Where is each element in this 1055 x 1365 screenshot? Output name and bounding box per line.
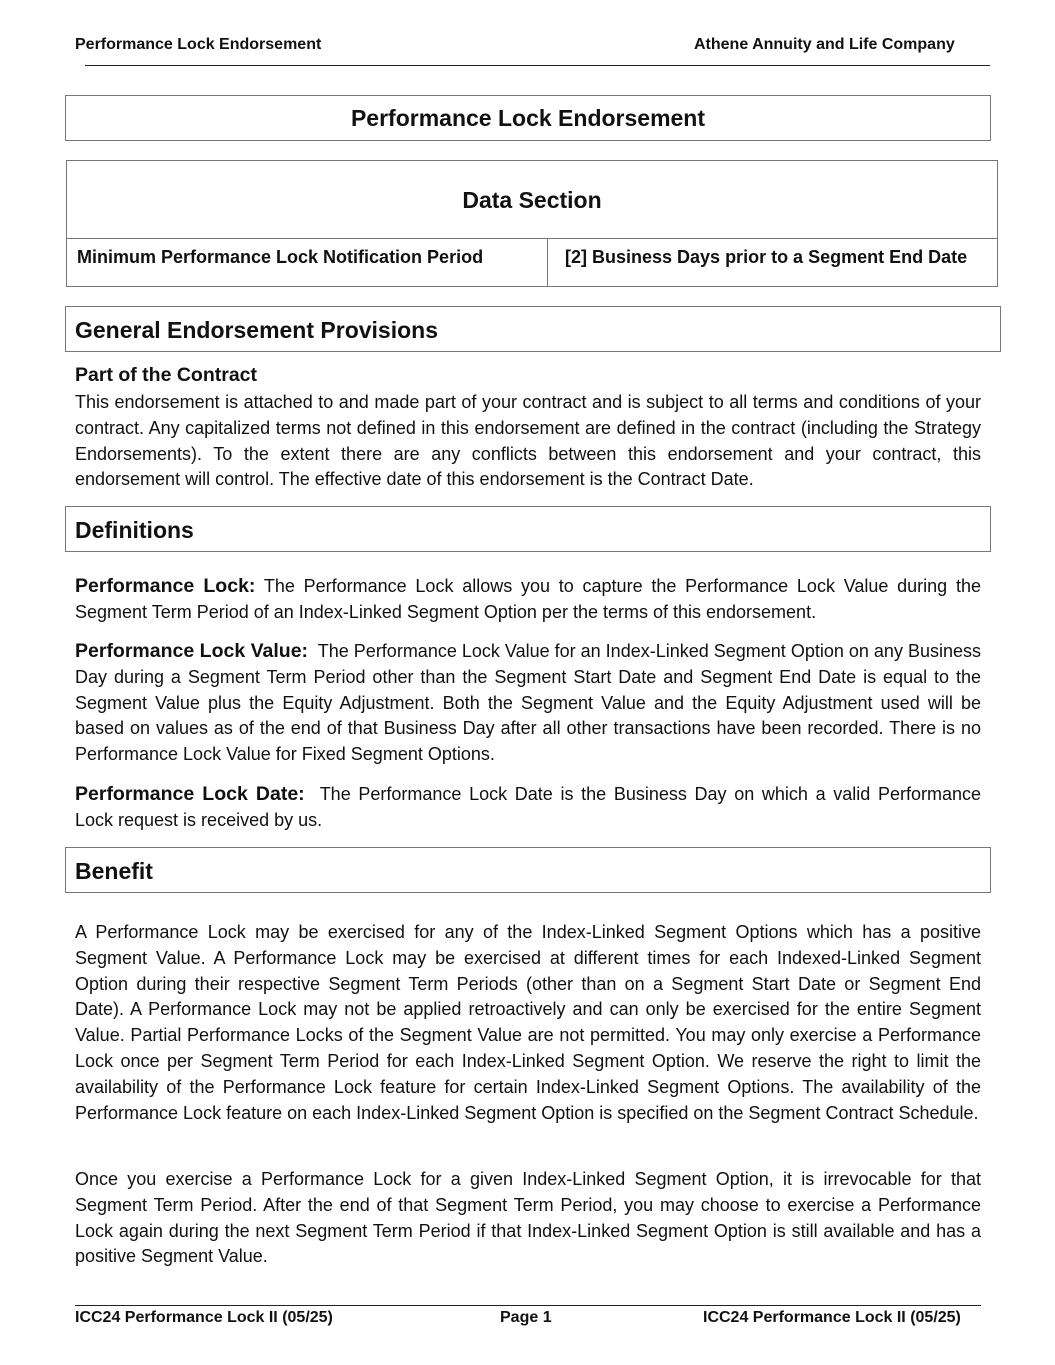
definition-performance-lock xyxy=(75,574,981,626)
header-rule xyxy=(85,65,990,66)
footer-form-number-right: ICC24 Performance Lock II (05/25) xyxy=(703,1309,961,1326)
definitions-heading: Definitions xyxy=(65,506,991,552)
header-company-name: Athene Annuity and Life Company xyxy=(694,36,955,53)
part-of-contract-subheading: Part of the Contract xyxy=(75,364,258,386)
data-section-title: Data Section xyxy=(67,161,997,239)
benefit-paragraph-2: Once you exercise a Performance Lock for a given Index-Linked Segment Option, it is irrevocable for that Segment Term Period. After the end of that Segment Term Period, you may choose to exercise a Performance Lock again during the next Segment Term Period if that Index-Linked Segment Option is still available and has a positive Segment Value. xyxy=(75,1169,981,1267)
definition-term: Performance Lock Value: xyxy=(75,640,309,662)
general-provisions-text: This endorsement is attached to and made part of your contract and is subject to all terms and conditions of your contract. Any capitalized terms not defined in this endorsement are defined in the contract (including the Strategy Endorsements). To the extent there are any conflicts between this endorsement and your contract, this endorsement will control. The effective date of this endorsement is the Contract Date. xyxy=(75,392,981,490)
footer-page-number: Page 1 xyxy=(500,1309,552,1326)
data-section-table xyxy=(66,160,998,287)
data-row-label: Minimum Performance Lock Notification Period xyxy=(67,239,548,287)
general-provisions-heading: General Endorsement Provisions xyxy=(65,306,1001,352)
benefit-paragraph-1: A Performance Lock may be exercised for any of the Index-Linked Segment Options which has a positive Segment Value. A Performance Lock may be exercised at different times for each Indexed-Linked Segment Option during their respective Segment Term Periods (other than on a Segment Start Date or Segment End Date). A Performance Lock may not be applied retroactively and can only be exercised for the entire Segment Value. Partial Performance Locks of the Segment Value are not permitted. You may only exercise a Performance Lock once per Segment Term Period for each Index-Linked Segment Option. We reserve the right to limit the availability of the Performance Lock feature for certain Index-Linked Segment Options. The availability of the Performance Lock feature on each Index-Linked Segment Option is specified on the Segment Contract Schedule. xyxy=(75,922,981,1123)
definition-term: Performance Lock: xyxy=(75,575,256,597)
benefit-heading: Benefit xyxy=(65,847,991,893)
definition-performance-lock-date xyxy=(75,782,981,834)
document-title: Performance Lock Endorsement xyxy=(65,95,991,141)
definition-text: The Performance Lock Date is the Business Day on which a valid Performance Lock request is received by us. xyxy=(75,784,981,830)
definition-term: Performance Lock Date: xyxy=(75,783,305,805)
definition-performance-lock-value xyxy=(75,639,981,768)
footer-form-number-left: ICC24 Performance Lock II (05/25) xyxy=(75,1309,333,1326)
definition-text: The Performance Lock Value for an Index-Linked Segment Option on any Business Day during a Segment Term Period other than the Segment Start Date and Segment End Date is equal to the Segment Value plus the Equity Adjustment. Both the Segment Value and the Equity Adjustment used will be based on values as of the end of that Business Day after all other transactions have been recorded. There is no Performance Lock Value for Fixed Segment Options. xyxy=(75,641,981,765)
definition-text: The Performance Lock allows you to capture the Performance Lock Value during the Segment Term Period of an Index-Linked Segment Option per the terms of this endorsement. xyxy=(75,576,981,622)
data-row-value: [2] Business Days prior to a Segment End Date xyxy=(565,247,968,267)
header-left-title: Performance Lock Endorsement xyxy=(75,36,322,53)
footer-rule xyxy=(75,1305,981,1306)
